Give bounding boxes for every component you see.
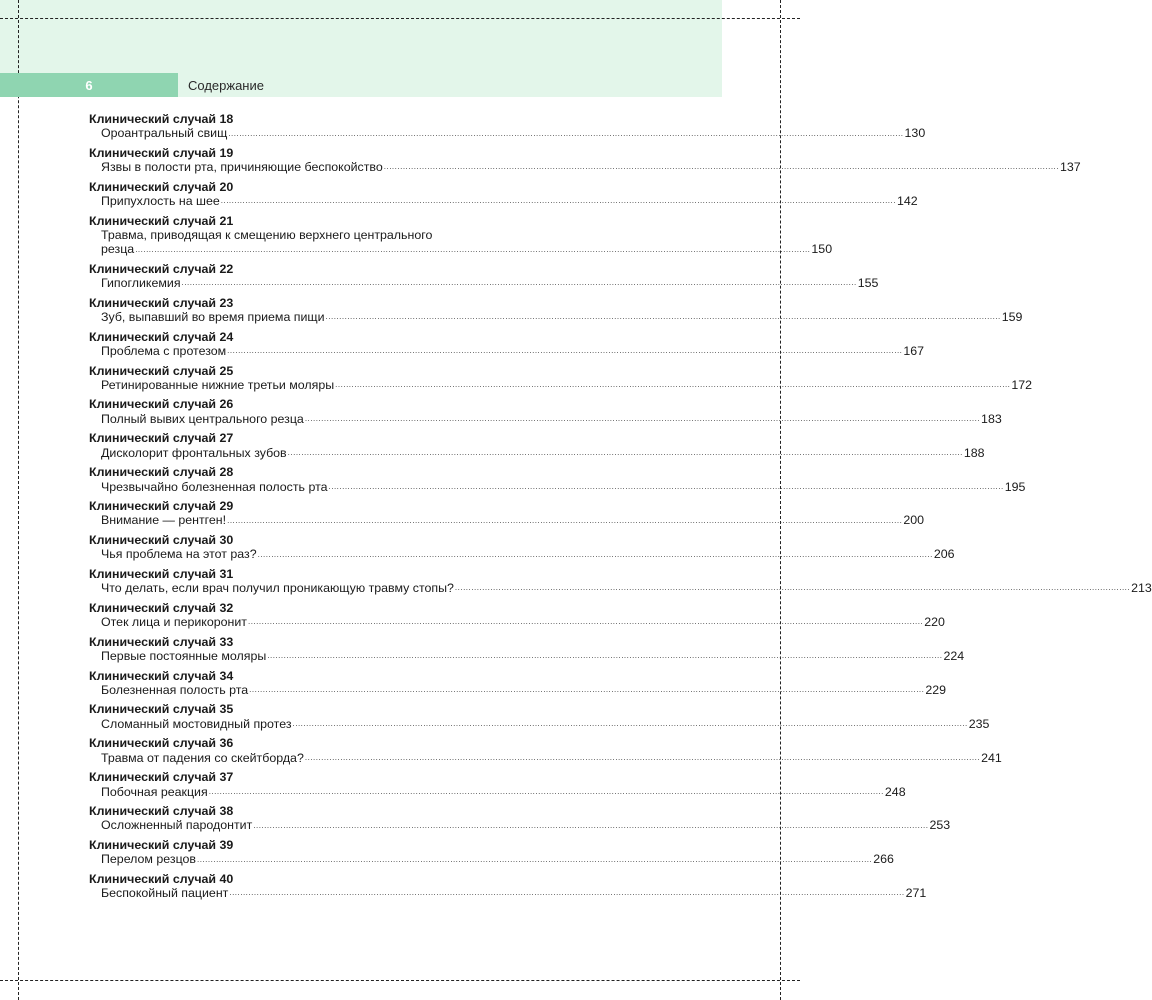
page-ref: 183 bbox=[981, 411, 1002, 426]
toc-entry[interactable] bbox=[89, 668, 947, 698]
toc-entry[interactable] bbox=[89, 213, 833, 257]
table-of-contents bbox=[89, 112, 1152, 906]
case-topic-line bbox=[89, 126, 926, 141]
crop-mark-right bbox=[780, 0, 781, 1000]
case-topic-first-line: Травма, приводящая к смещению верхнего центрального bbox=[101, 227, 433, 242]
toc-entry[interactable] bbox=[89, 295, 1023, 325]
case-topic-line bbox=[89, 411, 1002, 426]
toc-entry[interactable] bbox=[89, 532, 955, 562]
case-topic: Чья проблема на этот раз? bbox=[101, 547, 257, 562]
page-ref: 220 bbox=[924, 615, 945, 630]
case-title: Клинический случай 31 bbox=[89, 566, 234, 581]
leader-dots: ........................................................................................................................................................................................................................................................ bbox=[287, 447, 963, 457]
case-title: Клинический случай 19 bbox=[89, 145, 234, 160]
case-topic-line bbox=[89, 648, 965, 663]
case-title: Клинический случай 26 bbox=[89, 397, 234, 412]
case-topic: Сломанный мостовидный протез bbox=[101, 716, 292, 731]
leader-dots: ........................................................................................................................................................................................................................................................ bbox=[304, 752, 981, 762]
case-topic-line bbox=[89, 581, 1152, 596]
case-topic: Осложненный пародонтит bbox=[101, 818, 253, 833]
toc-entry[interactable] bbox=[89, 770, 906, 799]
page-ref: 271 bbox=[905, 886, 927, 901]
toc-entry[interactable] bbox=[89, 363, 1033, 393]
case-topic-line bbox=[89, 818, 951, 833]
leader-dots: ........................................................................................................................................................................................................................................................ bbox=[227, 515, 903, 525]
case-title: Клинический случай 33 bbox=[89, 634, 234, 649]
crop-mark-bottom bbox=[0, 980, 800, 981]
toc-entry[interactable] bbox=[89, 499, 924, 528]
toc-entry[interactable] bbox=[89, 112, 926, 141]
page-ref: 172 bbox=[1011, 377, 1033, 392]
case-topic-line bbox=[89, 547, 955, 562]
case-title: Клинический случай 23 bbox=[89, 295, 234, 310]
case-topic-line bbox=[89, 310, 1023, 325]
case-topic-line bbox=[89, 852, 894, 867]
leader-dots: ........................................................................................................................................................................................................................................................ bbox=[227, 346, 903, 356]
crop-mark-top bbox=[0, 18, 800, 19]
toc-entry[interactable] bbox=[89, 465, 1026, 494]
toc-entry[interactable] bbox=[89, 871, 927, 901]
toc-entry[interactable] bbox=[89, 804, 951, 833]
page-ref: 155 bbox=[857, 276, 879, 291]
leader-dots: ........................................................................................................................................................................................................................................................ bbox=[454, 583, 1131, 593]
leader-dots: ........................................................................................................................................................................................................................................................ bbox=[335, 380, 1011, 390]
case-title: Клинический случай 18 bbox=[89, 112, 234, 126]
case-title: Клинический случай 24 bbox=[89, 329, 234, 344]
page-ref: 248 bbox=[884, 784, 906, 799]
case-title: Клинический случай 30 bbox=[89, 532, 234, 547]
case-topic-line bbox=[89, 513, 924, 528]
leader-dots: ........................................................................................................................................................................................................................................................ bbox=[135, 244, 811, 254]
leader-dots: ........................................................................................................................................................................................................................................................ bbox=[220, 196, 896, 206]
page-ref: 150 bbox=[811, 242, 833, 257]
leader-dots: ........................................................................................................................................................................................................................................................ bbox=[197, 854, 873, 864]
page-ref: 241 bbox=[981, 750, 1002, 765]
page-ref: 142 bbox=[896, 194, 918, 209]
case-topic-line bbox=[89, 377, 1033, 392]
case-topic: Дисколорит фронтальных зубов bbox=[101, 445, 287, 460]
leader-dots: ........................................................................................................................................................................................................................................................ bbox=[208, 786, 884, 796]
leader-dots: ........................................................................................................................................................................................................................................................ bbox=[325, 312, 1001, 322]
toc-entry[interactable] bbox=[89, 634, 965, 664]
leader-dots: ........................................................................................................................................................................................................................................................ bbox=[229, 888, 905, 898]
toc-entry[interactable] bbox=[89, 600, 945, 630]
case-topic: Гипогликемия bbox=[101, 276, 181, 291]
case-title: Клинический случай 32 bbox=[89, 600, 234, 615]
case-topic: Язвы в полости рта, причиняющие беспокойство bbox=[101, 160, 383, 175]
leader-dots: ........................................................................................................................................................................................................................................................ bbox=[267, 651, 943, 661]
case-topic: Первые постоянные моляры bbox=[101, 648, 267, 663]
case-title: Клинический случай 40 bbox=[89, 871, 234, 886]
case-topic: Беспокойный пациент bbox=[101, 886, 229, 901]
case-topic: Проблема с протезом bbox=[101, 343, 227, 358]
toc-entry[interactable] bbox=[89, 702, 990, 731]
case-topic-line bbox=[89, 750, 1002, 765]
case-title: Клинический случай 21 bbox=[89, 213, 234, 228]
page-ref: 266 bbox=[873, 852, 894, 867]
case-title: Клинический случай 29 bbox=[89, 499, 234, 514]
toc-entry[interactable] bbox=[89, 838, 894, 867]
case-topic-line bbox=[89, 445, 985, 460]
toc-entry[interactable] bbox=[89, 329, 925, 359]
case-title: Клинический случай 39 bbox=[89, 838, 234, 852]
page-ref: 167 bbox=[903, 343, 925, 358]
toc-entry[interactable] bbox=[89, 736, 1002, 765]
page-ref: 195 bbox=[1004, 479, 1026, 494]
case-title: Клинический случай 36 bbox=[89, 736, 234, 751]
case-title: Клинический случай 35 bbox=[89, 702, 234, 717]
leader-dots: ........................................................................................................................................................................................................................................................ bbox=[383, 162, 1059, 172]
page-number: 6 bbox=[85, 77, 93, 93]
page-ref: 188 bbox=[963, 445, 985, 460]
case-topic: Отек лица и перикоронит bbox=[101, 615, 247, 630]
page-ref: 253 bbox=[929, 818, 951, 833]
case-topic-line bbox=[89, 784, 906, 799]
case-topic-line bbox=[89, 194, 918, 209]
page-ref: 130 bbox=[904, 126, 926, 141]
case-topic-line bbox=[89, 276, 879, 291]
leader-dots: ........................................................................................................................................................................................................................................................ bbox=[253, 820, 929, 830]
page-ref: 206 bbox=[933, 547, 955, 562]
case-title: Клинический случай 25 bbox=[89, 363, 234, 378]
case-topic-line bbox=[89, 479, 1026, 494]
case-topic: Перелом резцов bbox=[101, 852, 197, 867]
case-topic-line bbox=[89, 716, 990, 731]
case-topic: Припухлость на шее bbox=[101, 194, 220, 209]
toc-entry[interactable] bbox=[89, 261, 879, 291]
case-title: Клинический случай 22 bbox=[89, 261, 234, 276]
page-number-tab bbox=[0, 73, 178, 97]
case-topic: Болезненная полость рта bbox=[101, 682, 249, 697]
case-topic-line bbox=[89, 160, 1081, 175]
toc-entry[interactable] bbox=[89, 145, 1081, 175]
case-topic: Зуб, выпавший во время приема пищи bbox=[101, 310, 325, 325]
case-title: Клинический случай 20 bbox=[89, 179, 234, 194]
case-topic: Побочная реакция bbox=[101, 784, 208, 799]
toc-entry[interactable] bbox=[89, 179, 918, 209]
toc-entry[interactable] bbox=[89, 397, 1002, 426]
case-topic-line bbox=[89, 343, 925, 358]
case-topic: Чрезвычайно болезненная полость рта bbox=[101, 479, 328, 494]
case-title: Клинический случай 38 bbox=[89, 804, 234, 819]
page-ref: 213 bbox=[1131, 581, 1152, 596]
case-topic: Внимание — рентген! bbox=[101, 513, 227, 528]
page-ref: 224 bbox=[943, 648, 965, 663]
leader-dots: ........................................................................................................................................................................................................................................................ bbox=[181, 278, 857, 288]
case-topic-line bbox=[89, 227, 833, 257]
case-topic: Что делать, если врач получил проникающую травму стопы? bbox=[101, 581, 454, 596]
leader-dots: ........................................................................................................................................................................................................................................................ bbox=[304, 414, 981, 424]
leader-dots: ........................................................................................................................................................................................................................................................ bbox=[247, 617, 924, 627]
leader-dots: ........................................................................................................................................................................................................................................................ bbox=[292, 719, 968, 729]
toc-entry[interactable] bbox=[89, 431, 985, 460]
toc-entry[interactable] bbox=[89, 566, 1152, 596]
page-ref: 229 bbox=[925, 682, 947, 697]
case-title: Клинический случай 37 bbox=[89, 770, 234, 785]
case-topic: Полный вывих центрального резца bbox=[101, 411, 304, 426]
case-topic-line bbox=[89, 886, 927, 901]
case-title: Клинический случай 28 bbox=[89, 465, 234, 480]
page-ref: 200 bbox=[903, 513, 924, 528]
leader-dots: ........................................................................................................................................................................................................................................................ bbox=[228, 128, 904, 138]
leader-dots: ........................................................................................................................................................................................................................................................ bbox=[257, 549, 933, 559]
leader-dots: ........................................................................................................................................................................................................................................................ bbox=[328, 481, 1004, 491]
crop-mark-left bbox=[18, 0, 19, 1000]
leader-dots: ........................................................................................................................................................................................................................................................ bbox=[249, 685, 925, 695]
case-topic: Травма от падения со скейтборда? bbox=[101, 750, 304, 765]
case-topic-line bbox=[89, 682, 947, 697]
page-ref: 235 bbox=[968, 716, 990, 731]
page-ref: 159 bbox=[1001, 310, 1023, 325]
case-title: Клинический случай 34 bbox=[89, 668, 234, 683]
case-topic: резца bbox=[101, 242, 135, 257]
case-topic: Ретинированные нижние третьи моляры bbox=[101, 377, 335, 392]
page-ref: 137 bbox=[1059, 160, 1081, 175]
case-title: Клинический случай 27 bbox=[89, 431, 234, 446]
case-topic: Ороантральный свищ bbox=[101, 126, 228, 141]
section-title: Содержание bbox=[188, 77, 264, 93]
case-topic-line bbox=[89, 615, 945, 630]
